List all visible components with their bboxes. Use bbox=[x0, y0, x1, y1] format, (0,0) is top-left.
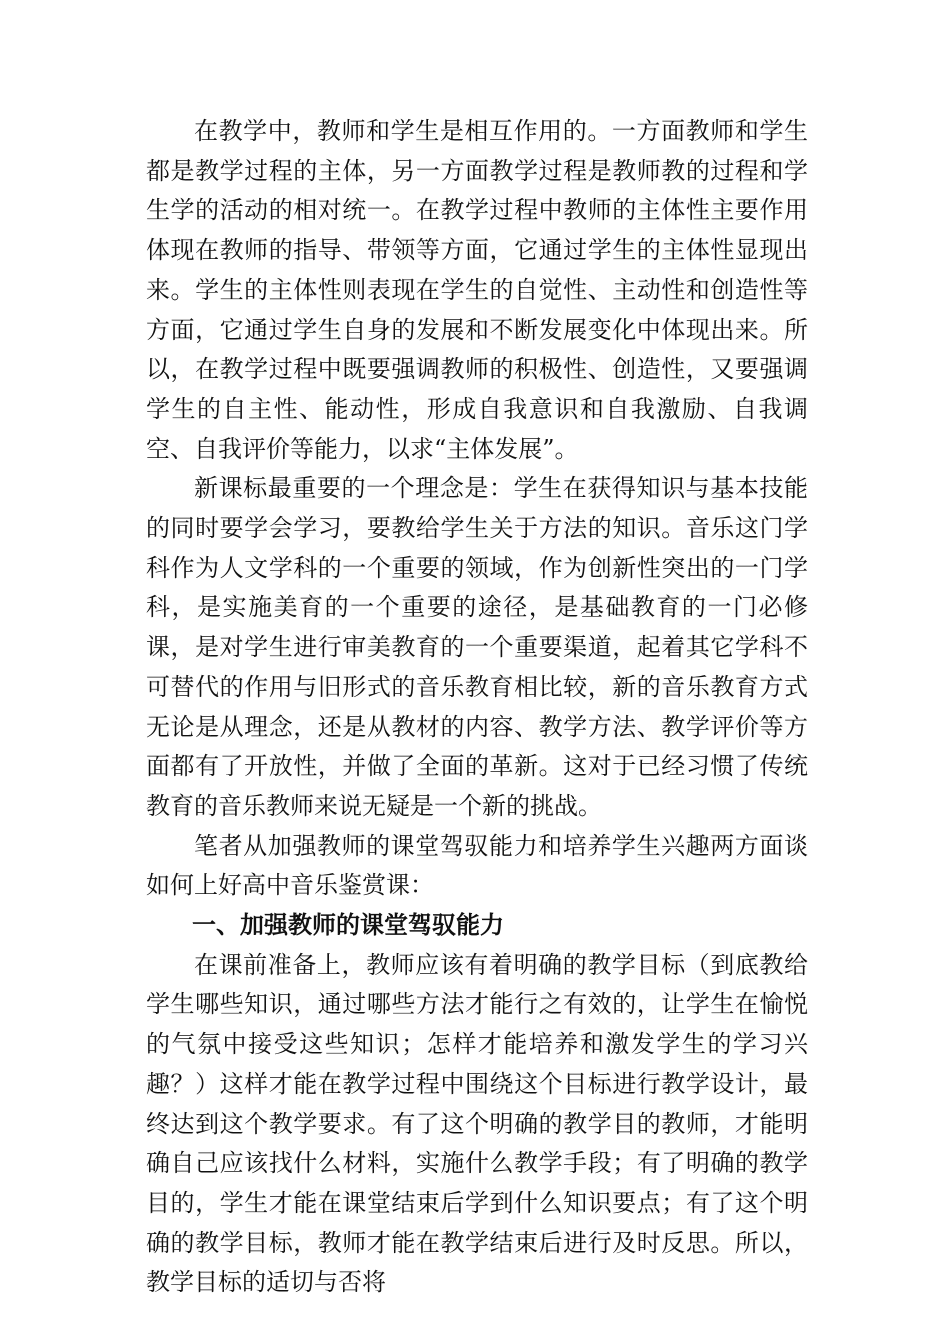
document-page bbox=[146, 112, 808, 1303]
paragraph-1: 在教学中，教师和学生是相互作用的。一方面教师和学生都是教学过程的主体，另一方面教学过程是教师教的过程和学生学的活动的相对统一。在教学过程中教师的主体性主要作用体现在教师的指导、带领等方面，它通过学生的主体性显现出来。学生的主体性则表现在学生的自觉性、主动性和创造性等方面，它通过学生自身的发展和不断发展变化中体现出来。所以，在教学过程中既要强调教师的积极性、创造性，又要强调学生的自主性、能动性，形成自我意识和自我激励、自我调空、自我评价等能力，以求“主体发展”。 bbox=[146, 117, 808, 463]
paragraph-3: 笔者从加强教师的课堂驾驭能力和培养学生兴趣两方面谈如何上好高中音乐鉴赏课： bbox=[146, 831, 808, 900]
section-heading: 一、加强教师的课堂驾驭能力 bbox=[192, 911, 504, 940]
paragraph-4: 在课前准备上，教师应该有着明确的教学目标（到底教给学生哪些知识，通过哪些方法才能行之有效的，让学生在愉悦的气氛中接受这些知识；怎样才能培养和激发学生的学习兴趣？）这样才能在教学过程中围绕这个目标进行教学设计，最终达到这个教学要求。有了这个明确的教学目的教师，才能明确自己应该找什么材料，实施什么教学手段；有了明确的教学目的，学生才能在课堂结束后学到什么知识要点；有了这个明确的教学目标，教师才能在教学结束后进行及时反思。所以，教学目标的适切与否将 bbox=[146, 950, 808, 1297]
paragraph-2: 新课标最重要的一个理念是：学生在获得知识与基本技能的同时要学会学习，要教给学生关于方法的知识。音乐这门学科作为人文学科的一个重要的领域，作为创新性突出的一门学科，是实施美育的一个重要的途径，是基础教育的一门必修课，是对学生进行审美教育的一个重要渠道，起着其它学科不可替代的作用与旧形式的音乐教育相比较，新的音乐教育方式无论是从理念，还是从教材的内容、教学方法、教学评价等方面都有了开放性，并做了全面的革新。这对于已经习惯了传统教育的音乐教师来说无疑是一个新的挑战。 bbox=[146, 474, 808, 820]
